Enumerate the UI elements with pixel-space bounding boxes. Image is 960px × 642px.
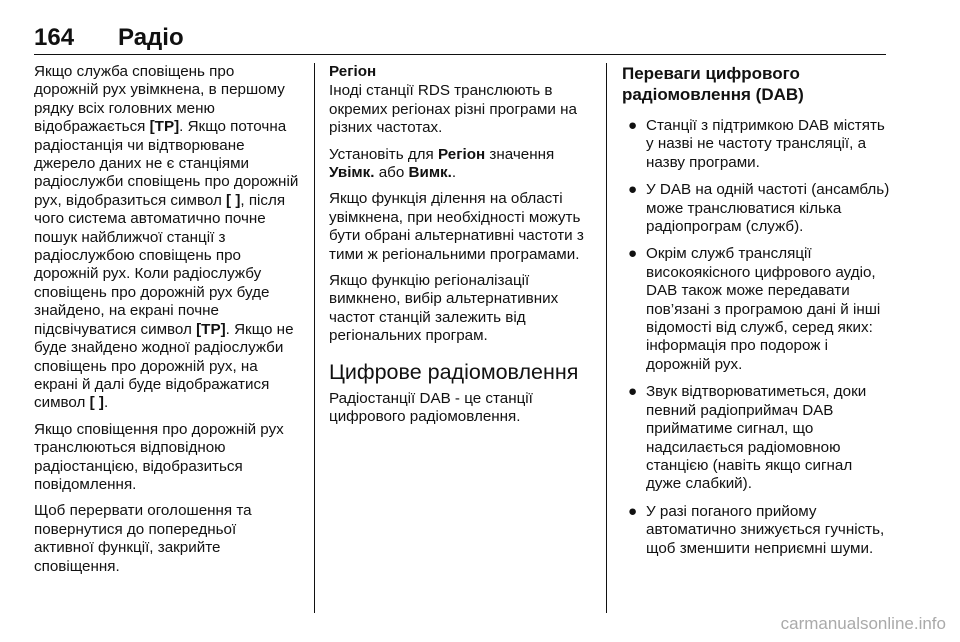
setting-value-off: Вимк. bbox=[408, 164, 452, 182]
list-item: ● У DAB на одній частоті (ансамбль) може транслюватися кілька радіопрограм (служб). bbox=[628, 181, 890, 236]
list-item: ● Окрім служб трансляції високоякісного цифрового аудіо, DAB також може передавати пов’язані з програмою дані й інші відомості від служб, серед яких: інформація про подорож і дорожній рух. bbox=[628, 245, 881, 373]
paragraph: Іноді станції RDS транслюють в окремих регіонах різні програми на різних частотах. bbox=[329, 82, 577, 137]
column-divider-2 bbox=[606, 63, 607, 613]
bullet-icon: ● bbox=[628, 383, 638, 401]
header-rule bbox=[34, 54, 886, 55]
setting-value-on: Увімк. bbox=[329, 164, 375, 182]
setting-name: Регіон bbox=[438, 145, 486, 163]
dab-advantages-heading: Переваги цифрового радіомовлення (DAB) bbox=[622, 64, 804, 104]
bullet-icon: ● bbox=[628, 502, 638, 520]
page-number: 164 bbox=[34, 24, 75, 51]
paragraph: Радіостанції DAB - це станції цифрового радіомовлення. bbox=[329, 389, 533, 426]
dab-advantages-list bbox=[622, 117, 890, 558]
tp-symbol: [TP] bbox=[149, 118, 180, 136]
bullet-icon: ● bbox=[628, 181, 638, 199]
list-item: ● Станції з підтримкою DAB містять у назві не частоту трансляції, а назву програми. bbox=[628, 117, 885, 171]
bullet-icon: ● bbox=[628, 245, 638, 263]
column-2 bbox=[329, 63, 597, 435]
paragraph: Якщо функція ділення на області увімкнена, при необхідності можуть бути обрані альтернативні частоти з тими ж регіональними програмами. bbox=[329, 190, 584, 263]
tp-symbol: [TP] bbox=[196, 320, 226, 338]
list-item: ● У разі поганого прийому автоматично знижується гучність, щоб зменшити неприємні шуми. bbox=[628, 502, 885, 557]
paragraph: Щоб перервати оголошення та повернутися до попередньої активної функції, закрийте сповіщення. bbox=[34, 502, 252, 575]
bullet-icon: ● bbox=[628, 117, 638, 134]
watermark: carmanualsonline.info bbox=[780, 614, 946, 633]
no-tp-symbol: [ ] bbox=[89, 394, 104, 412]
page-header bbox=[34, 20, 886, 54]
column-divider-1 bbox=[314, 63, 315, 613]
paragraph: Якщо функцію регіоналізації вимкнено, вибір альтернативних частот станцій залежить від регіональних програм. bbox=[329, 272, 559, 345]
column-3 bbox=[622, 63, 890, 567]
list-item: ● Звук відтворюватиметься, доки певний радіоприймач DAB прийматиме сигнал, що надсилається радіомовною станцією (навіть якщо сигнал дуже слабкий). bbox=[628, 383, 867, 493]
column-1 bbox=[34, 63, 300, 584]
tp-paragraph: Якщо служба сповіщень про дорожній рух увімкнена, в першому рядку всіх головних меню відображається [TP]. Якщо поточна радіостанція чи відтворюване джерело даних не є станціями радіослужби сповіщень про дорожній рух, відобразиться символ [ ], після чого система автоматично почне пошук найближчої станції з радіослужбою сповіщень про дорожній рух. Коли радіослужбу сповіщень про дорожній рух буде знайдено, на екрані почне підсвічуватися символ [TP]. Якщо не буде знайдено жодної радіослужби сповіщень про дорожній рух, на екрані й далі буде відображатися символ [ ]. bbox=[34, 63, 299, 412]
no-tp-symbol: [ ] bbox=[226, 191, 241, 209]
region-heading: Регіон bbox=[329, 63, 377, 80]
region-setting-paragraph: Установіть для Регіон значення Увімк. або Вимк.. bbox=[329, 145, 555, 182]
dab-section-heading: Цифрове радіомовлення bbox=[329, 359, 579, 384]
page-title: Радіо bbox=[118, 24, 184, 51]
paragraph: Якщо сповіщення про дорожній рух транслюються відповідною радіостанцією, відобразиться повідомлення. bbox=[34, 420, 284, 493]
